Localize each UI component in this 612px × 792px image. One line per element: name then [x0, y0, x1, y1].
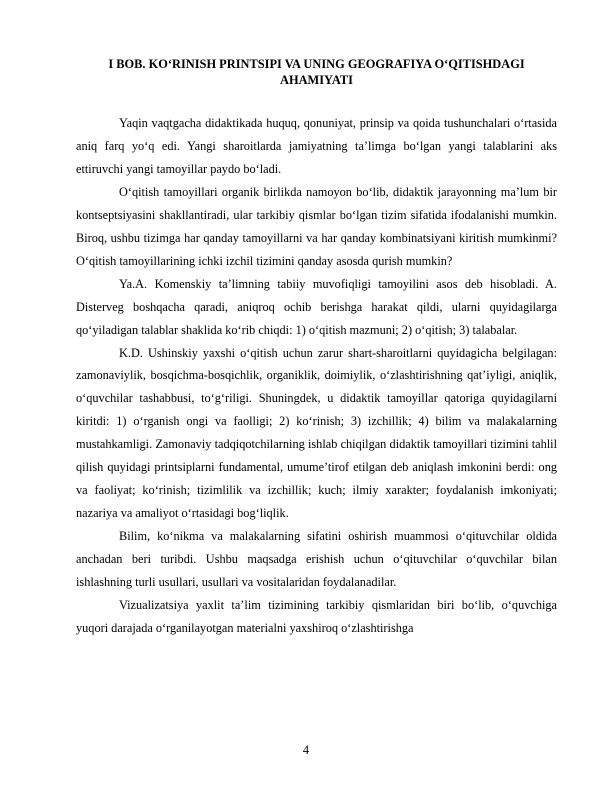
- chapter-heading: I BOB. KO‘RINISH PRINTSIPI VA UNING GEOGRAFIYA O‘QITISHDAGI AHAMIYATI: [108, 57, 525, 87]
- paragraph-5: Bilim, ko‘nikma va malakalarning sifatini oshirish muammosi o‘qituvchilar oldida anchadan beri turibdi. Ushbu maqsadga erishish uchun o‘qituvchilar o‘quvchilar bilan ishlashning turli usullari, usullari va vositalaridan foydalanadilar.: [76, 529, 557, 590]
- paragraph-4: K.D. Ushinskiy yaxshi o‘qitish uchun zarur shart-sharoitlarni quyidagicha belgilagan: zamonaviylik, bosqichma-bosqichlik, organiklik, doimiylik, o‘zlashtirishning qat’iyligi, aniqlik, o‘quvchilar tashabbusi, to‘g‘riligi. Shuningdek, u didaktik tamoyillar qatoriga quyidagilarni kiritdi: 1) o‘rganish ongi va faolligi; 2) ko‘rinish; 3) izchillik; 4) bilim va malakalarning mustahkamligi. Zamonaviy tadqiqotchilarning ishlab chiqilgan didaktik tamoyillari tizimini tahlil qilish quyidagi printsiplarni fundamental, umume’tirof etilgan deb aniqlash imkonini berdi: ong va faoliyat; ko‘rinish; tizimlilik va izchillik; kuch; ilmiy xarakter; foydalanish imkoniyati; nazariya va amaliyot o‘rtasidagi bog‘liqlik.: [76, 345, 557, 521]
- paragraph-2: O‘qitish tamoyillari organik birlikda namoyon bo‘lib, didaktik jarayonning ma’lum bir kontseptsiyasini shakllantiradi, ular tarkibiy qismlar bo‘lgan tizim sifatida ifodalanishi mumkin. Biroq, ushbu tizimga har qanday tamoyillarni va har qanday kombinatsiyani kiritish mumkinmi? O‘qitish tamoyillarining ichki izchil tizimini qanday asosda qurish mumkin?: [76, 184, 557, 268]
- paragraph-1: Yaqin vaqtgacha didaktikada huquq, qonuniyat, prinsip va qoida tushunchalari o‘rtasida aniq farq yo‘q edi. Yangi sharoitlarda jamiyatning ta’limga bo‘lgan yangi talablarini aks ettiruvchi yangi tamoyillar paydo bo‘ladi.: [76, 116, 557, 176]
- paragraph-3: Ya.A. Komenskiy ta’limning tabiiy muvofiqligi tamoyilini asos deb hisobladi. A. Disterveg boshqacha qaradi, aniqroq ochib berishga harakat qildi, ularni quyidagilarga qo‘yiladigan talablar shaklida ko‘rib chiqdi: 1) o‘qitish mazmuni; 2) o‘qitish; 3) talabalar.: [76, 276, 557, 337]
- paragraph-6: Vizualizatsiya yaxlit ta’lim tizimining tarkibiy qismlaridan biri bo‘lib, o‘quvchiga yuqori darajada o‘rganilayotgan materialni yaxshiroq o‘zlashtirishga: [76, 598, 557, 635]
- page-number: 4: [302, 743, 310, 757]
- body-text: [76, 112, 557, 640]
